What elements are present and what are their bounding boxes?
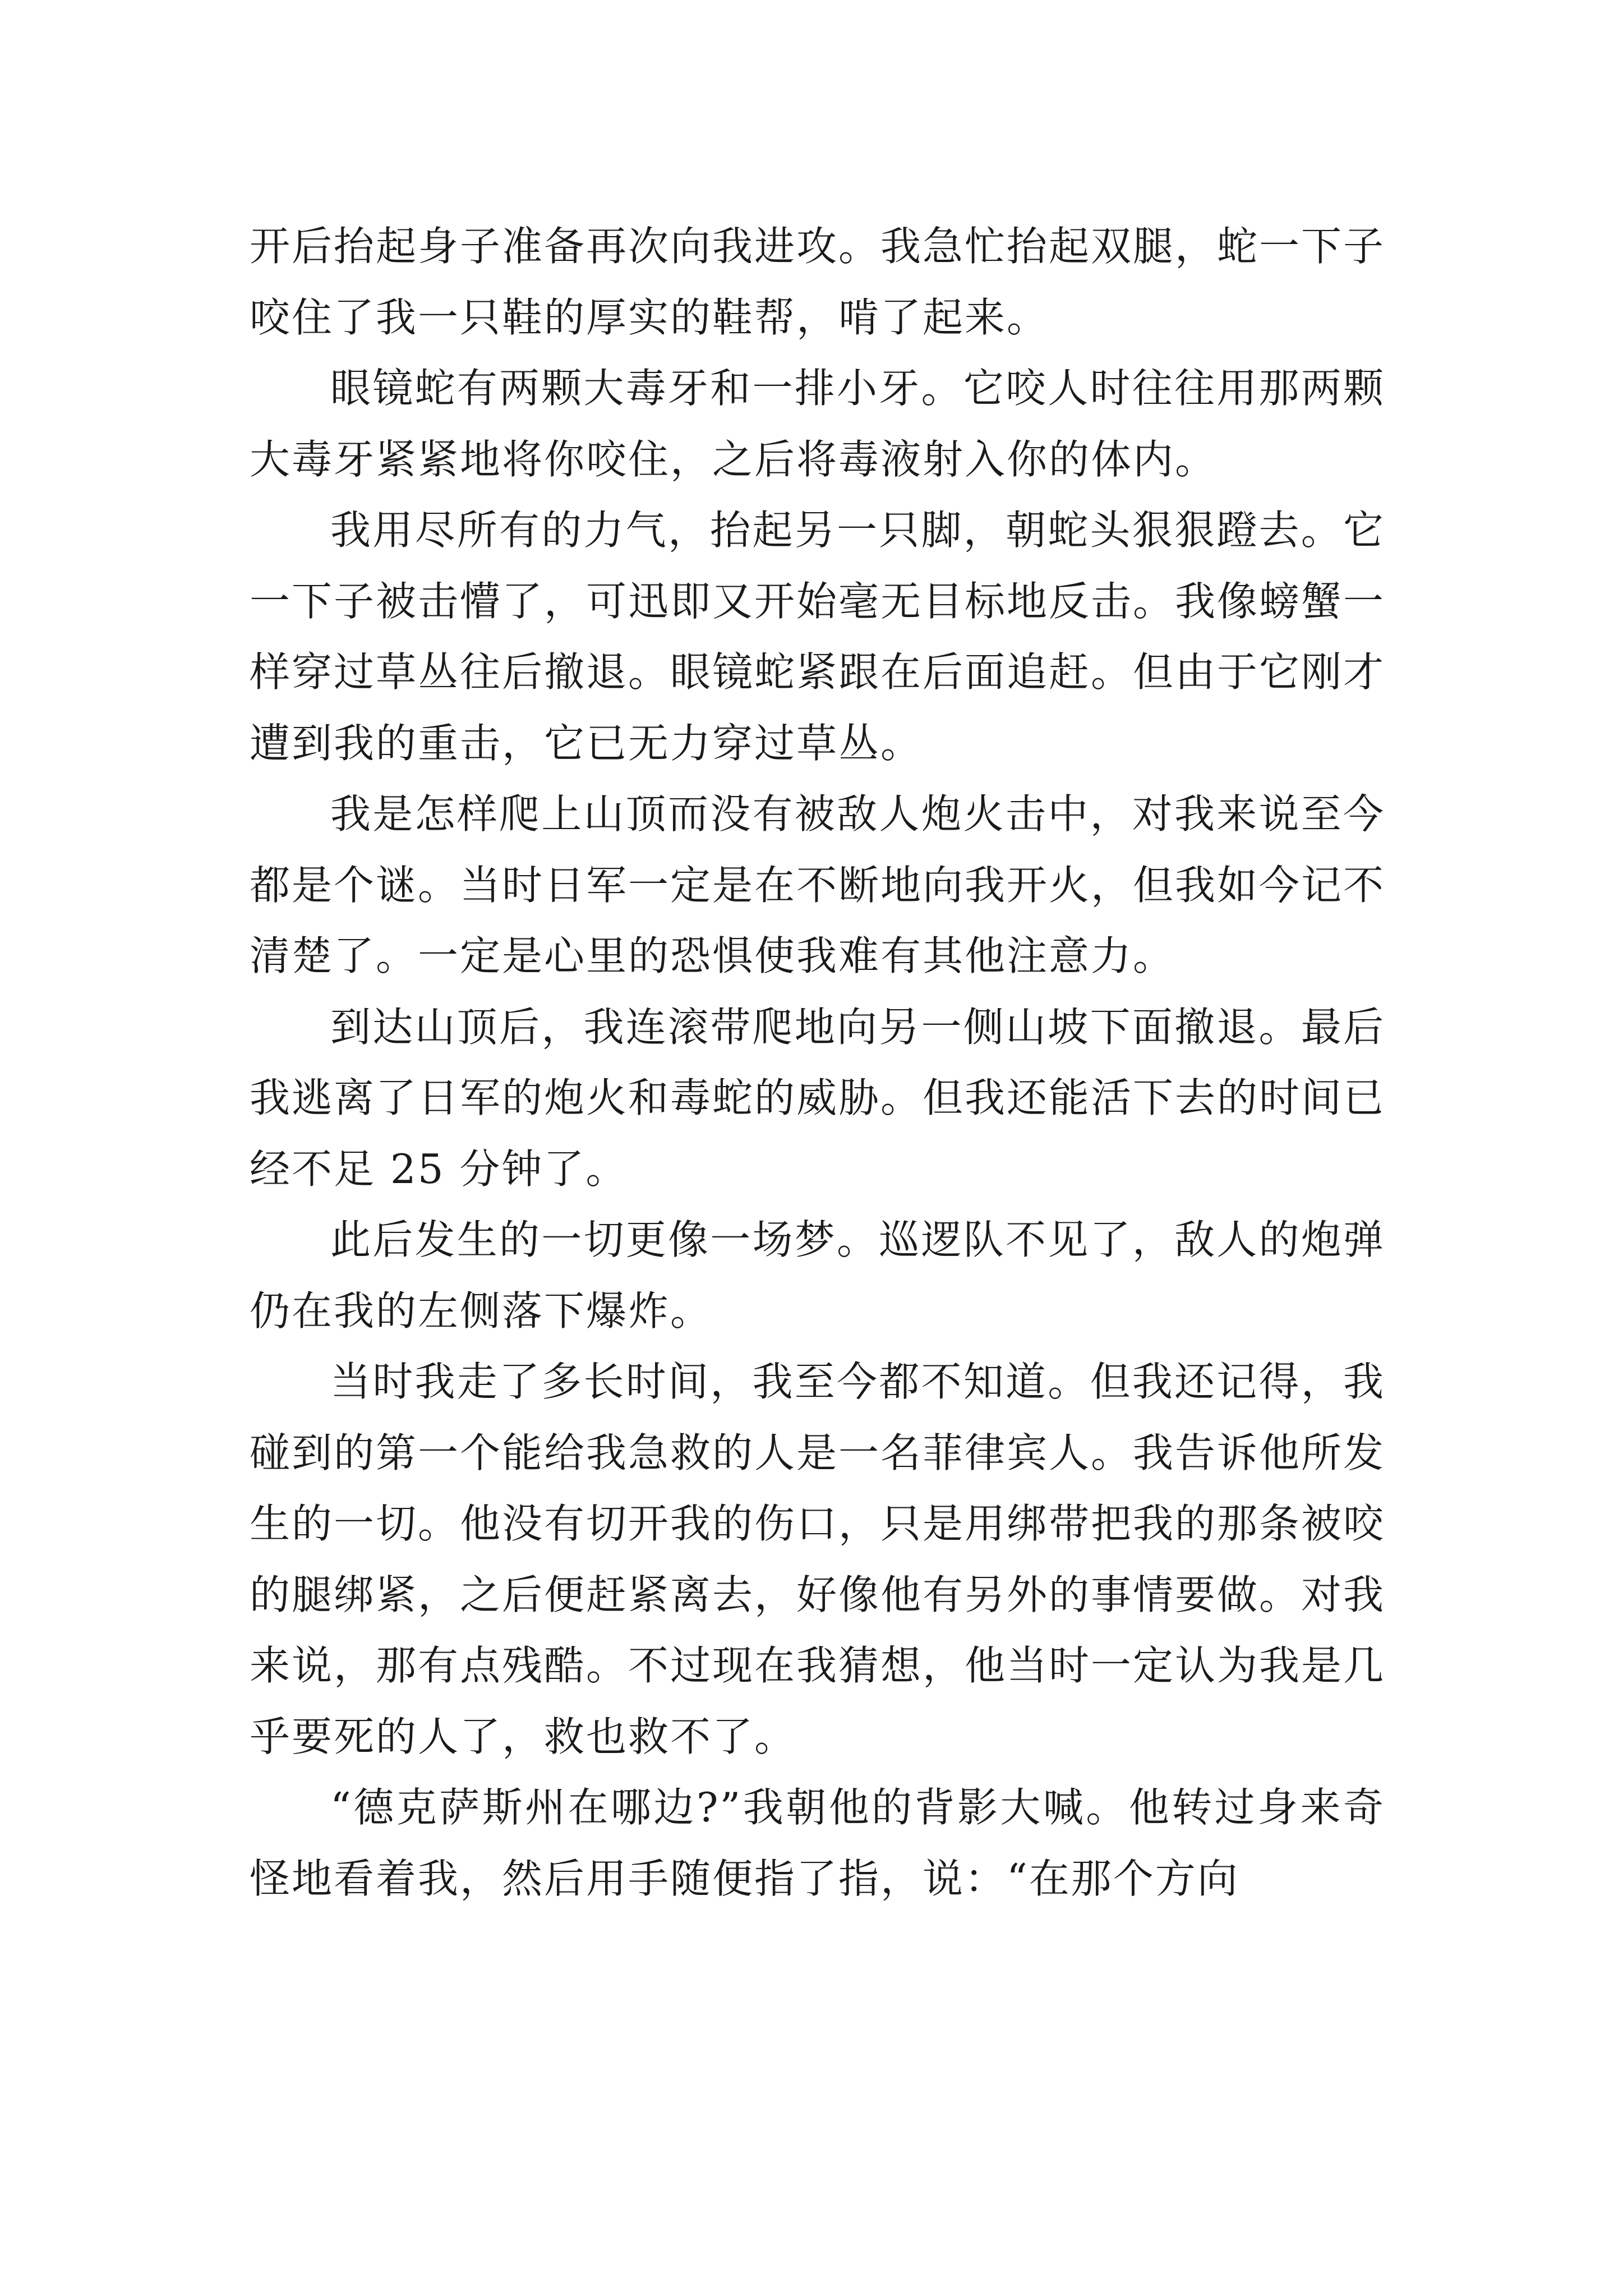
paragraph-8: “德克萨斯州在哪边?”我朝他的背影大喊。他转过身来奇怪地看着我，然后用手随便指了指，说：“在那个方向 bbox=[250, 1784, 1385, 1902]
paragraph-5: 到达山顶后，我连滚带爬地向另一侧山坡下面撤退。最后我逃离了日军的炮火和毒蛇的威胁。但我还能活下去的时间已经不足 25 分钟了。 bbox=[250, 1003, 1386, 1193]
document-body bbox=[250, 211, 1385, 1914]
paragraph-1: 开后抬起身子准备再次向我进攻。我急忙抬起双腿，蛇一下子咬住了我一只鞋的厚实的鞋帮，啃了起来。 bbox=[250, 223, 1386, 341]
paragraph-6: 此后发生的一切更像一场梦。巡逻队不见了，敌人的炮弹仍在我的左侧落下爆炸。 bbox=[250, 1216, 1385, 1335]
paragraph-2: 眼镜蛇有两颗大毒牙和一排小牙。它咬人时往往用那两颗大毒牙紧紧地将你咬住，之后将毒液射入你的体内。 bbox=[250, 365, 1385, 483]
paragraph-4: 我是怎样爬上山顶而没有被敌人炮火击中，对我来说至今都是个谜。当时日军一定是在不断地向我开火，但我如今记不清楚了。一定是心里的恐惧使我难有其他注意力。 bbox=[250, 790, 1386, 979]
paragraph-7: 当时我走了多长时间，我至今都不知道。但我还记得，我碰到的第一个能给我急救的人是一名菲律宾人。我告诉他所发生的一切。他没有切开我的伤口，只是用绑带把我的那条被咬的腿绑紧，之后便赶紧离去，好像他有另外的事情要做。对我来说，那有点残酷。不过现在我猜想，他当时一定认为我是几乎要死的人了，救也救不了。 bbox=[250, 1358, 1386, 1760]
paragraph-3: 我用尽所有的力气，抬起另一只脚，朝蛇头狠狠蹬去。它一下子被击懵了，可迅即又开始毫无目标地反击。我像螃蟹一样穿过草丛往后撤退。眼镜蛇紧跟在后面追赶。但由于它刚才遭到我的重击，它已无力穿过草丛。 bbox=[250, 507, 1386, 767]
